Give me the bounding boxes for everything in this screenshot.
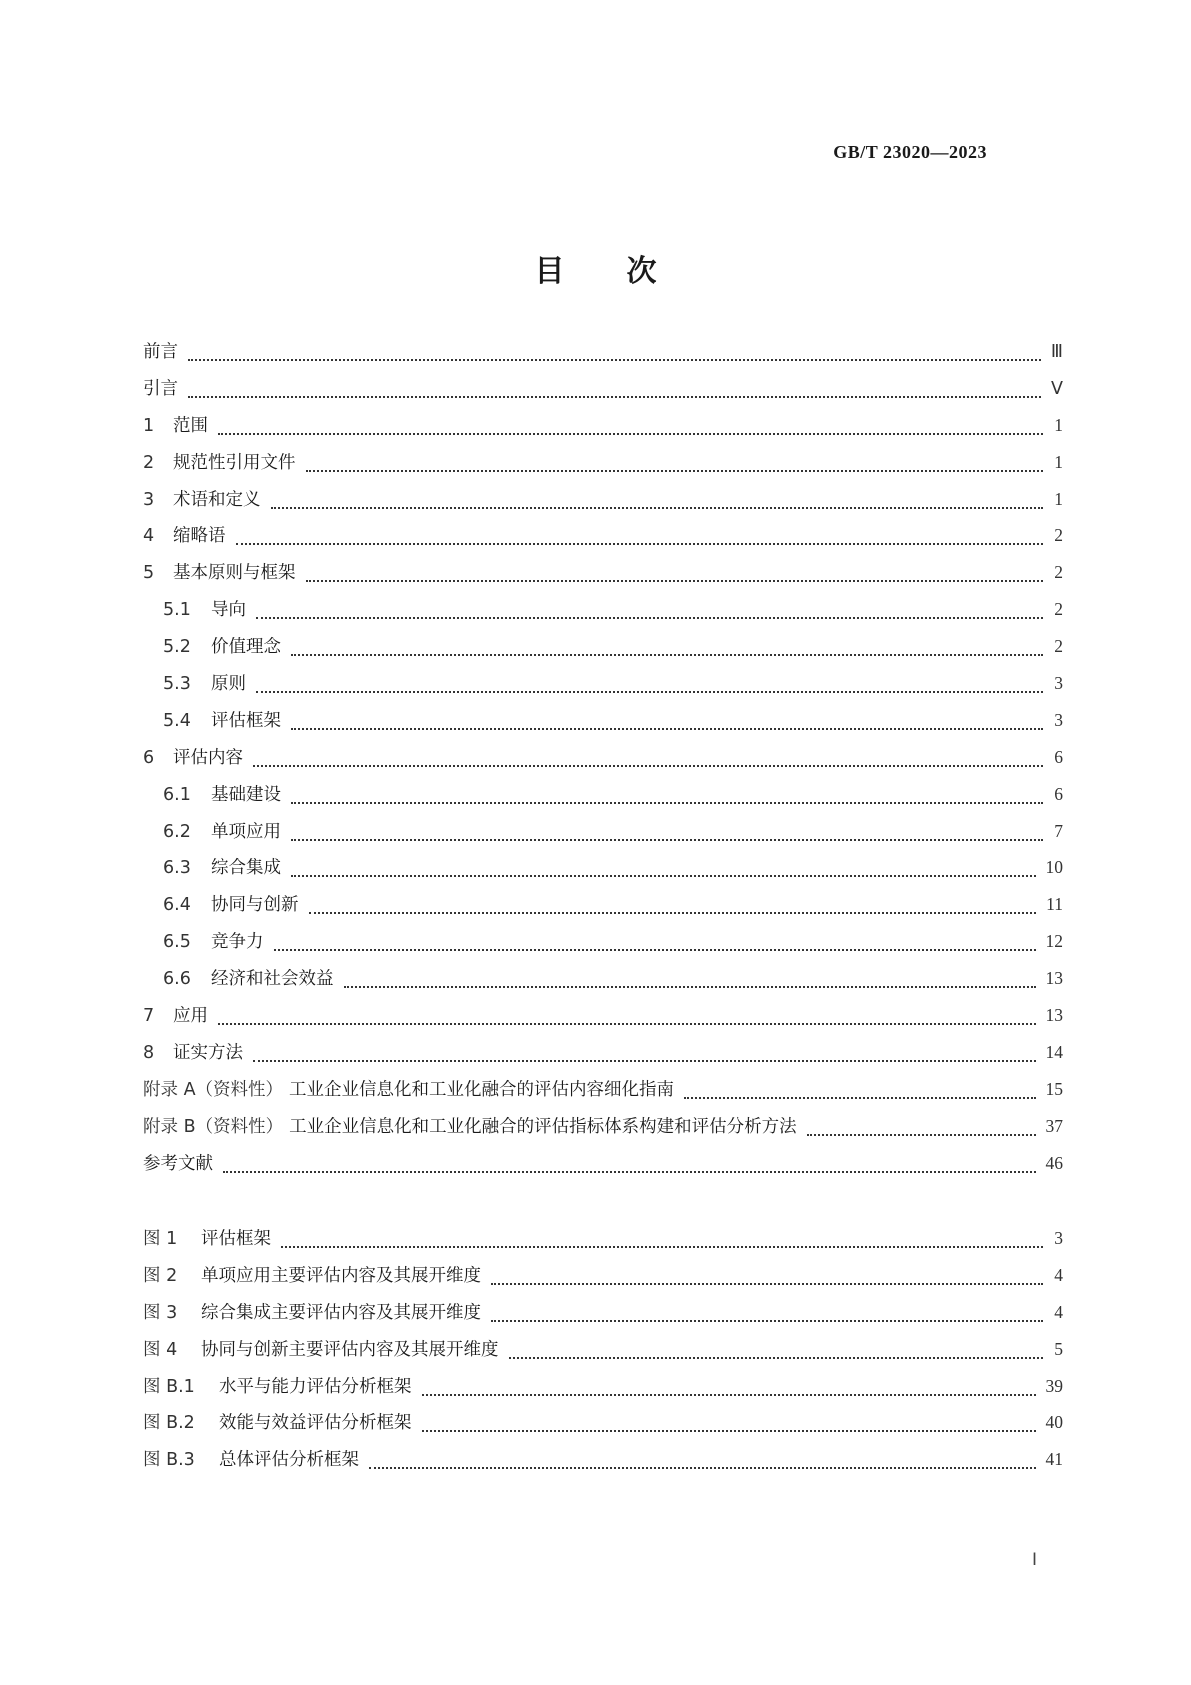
- toc-entry-page: 1: [1054, 451, 1063, 472]
- toc-entry[interactable]: [143, 338, 1063, 375]
- toc-entry[interactable]: [143, 1039, 1063, 1076]
- toc-entry-number: 8: [143, 1042, 155, 1063]
- toc-entry[interactable]: [143, 891, 1063, 928]
- title-char-1: 目: [534, 254, 565, 289]
- toc-entry-page: 1: [1054, 488, 1063, 509]
- figure-entry-label: 总体评估分析框架: [219, 1450, 359, 1471]
- toc-entry-page: 46: [1045, 1152, 1063, 1173]
- figure-entry-label: 综合集成主要评估内容及其展开维度: [201, 1302, 481, 1323]
- dot-leader: [807, 1133, 1036, 1136]
- toc-entry-label: 参考文献: [143, 1153, 213, 1174]
- toc-entry-page: 12: [1045, 931, 1063, 952]
- toc-entry-label: 基础建设: [211, 784, 281, 805]
- toc-entry-number: 4: [143, 526, 155, 547]
- toc-entry-label: 前言: [143, 342, 178, 362]
- dot-leader: [491, 1319, 1043, 1322]
- toc-entry[interactable]: [143, 1150, 1063, 1187]
- toc-entry-number: 6.5: [163, 932, 191, 953]
- toc-entry[interactable]: [143, 596, 1063, 633]
- toc-entry[interactable]: [143, 707, 1063, 744]
- toc-entry-page: 14: [1045, 1041, 1063, 1062]
- toc-entry-label: 协同与创新: [211, 895, 299, 916]
- toc-entry[interactable]: [143, 781, 1063, 818]
- toc-entry-page: Ⅴ: [1051, 377, 1063, 398]
- dot-leader: [236, 542, 1044, 545]
- toc-entry[interactable]: [143, 1113, 1063, 1150]
- toc-entry-page: 13: [1045, 968, 1063, 989]
- dot-leader: [291, 801, 1043, 804]
- title-char-2: 次: [626, 254, 657, 289]
- dot-leader: [291, 838, 1043, 841]
- toc-entry-number: 5.1: [163, 600, 191, 621]
- figure-entry-number: 图 4: [143, 1339, 178, 1360]
- dot-leader: [369, 1466, 1036, 1469]
- dot-leader: [256, 690, 1043, 693]
- toc-entry-number: 6.1: [163, 784, 191, 805]
- figure-entry-number: 图 2: [143, 1265, 178, 1286]
- toc-entry-page: Ⅲ: [1050, 341, 1063, 361]
- toc-entry-label: 导向: [211, 600, 246, 621]
- toc-entry[interactable]: [143, 486, 1063, 523]
- dot-leader: [306, 469, 1044, 472]
- toc-entry-page: 6: [1054, 783, 1063, 804]
- figure-entry-number: 图 1: [143, 1229, 178, 1249]
- toc-entry-number: 附录 B（资料性）: [143, 1116, 284, 1137]
- toc-entry-number: 5.2: [163, 637, 191, 658]
- dot-leader: [271, 506, 1044, 509]
- toc-entry-number: 5: [143, 563, 155, 584]
- toc-entry[interactable]: [143, 633, 1063, 670]
- toc-entry-label: 综合集成: [211, 858, 281, 879]
- toc-entry-page: 2: [1054, 525, 1063, 546]
- toc-entry-page: 7: [1054, 820, 1063, 841]
- toc-entry-label: 评估框架: [211, 710, 281, 731]
- figure-list: [143, 1225, 1063, 1483]
- dot-leader: [422, 1429, 1036, 1432]
- dot-leader: [253, 764, 1043, 767]
- figure-entry[interactable]: [143, 1299, 1063, 1336]
- toc-entry-label: 价值理念: [211, 637, 281, 658]
- toc-entry-number: 6.4: [163, 895, 191, 916]
- dot-leader: [422, 1393, 1036, 1396]
- dot-leader: [256, 616, 1043, 619]
- toc-entry-number: 5.4: [163, 710, 191, 731]
- toc-entry-label: 规范性引用文件: [173, 452, 296, 473]
- dot-leader: [253, 1059, 1036, 1062]
- toc-entry-number: 6.2: [163, 821, 191, 842]
- toc-entry-page: 3: [1054, 673, 1063, 694]
- figure-entry-label: 效能与效益评估分析框架: [219, 1413, 412, 1434]
- figure-entry-page: 5: [1054, 1338, 1063, 1359]
- toc-entry[interactable]: [143, 928, 1063, 965]
- figure-entry-number: 图 B.3: [143, 1450, 195, 1471]
- toc-entry-label: 工业企业信息化和工业化融合的评估指标体系构建和评估分析方法: [289, 1116, 797, 1137]
- toc-entry-label: 单项应用: [211, 821, 281, 842]
- figure-entry[interactable]: [143, 1409, 1063, 1446]
- toc-entry-label: 评估内容: [173, 747, 243, 768]
- toc-entry-label: 术语和定义: [173, 489, 261, 510]
- toc-entry-page: 2: [1054, 636, 1063, 657]
- toc-entry-page: 3: [1054, 709, 1063, 730]
- dot-leader: [188, 358, 1041, 361]
- figure-entry-number: 图 B.1: [143, 1376, 195, 1397]
- toc-entry-label: 缩略语: [173, 526, 226, 547]
- figure-entry-page: 4: [1054, 1264, 1063, 1285]
- dot-leader: [684, 1096, 1035, 1099]
- toc-entry-label: 工业企业信息化和工业化融合的评估内容细化指南: [289, 1079, 675, 1100]
- toc-entry-page: 13: [1045, 1005, 1063, 1026]
- toc-entry-number: 5.3: [163, 674, 191, 695]
- figure-entry-label: 单项应用主要评估内容及其展开维度: [201, 1265, 481, 1286]
- toc-entry[interactable]: [143, 522, 1063, 559]
- dot-leader: [344, 985, 1036, 988]
- table-of-contents: [143, 338, 1063, 1186]
- dot-leader: [291, 874, 1036, 877]
- toc-entry-label: 原则: [211, 674, 246, 695]
- dot-leader: [491, 1282, 1043, 1285]
- dot-leader: [509, 1356, 1044, 1359]
- figure-entry-page: 40: [1045, 1412, 1063, 1433]
- toc-entry[interactable]: [143, 965, 1063, 1002]
- page-number: Ⅰ: [1032, 1550, 1038, 1569]
- figure-entry-page: 41: [1045, 1449, 1063, 1470]
- figure-entry-page: 4: [1054, 1301, 1063, 1322]
- dot-leader: [188, 395, 1041, 398]
- toc-entry-page: 2: [1054, 562, 1063, 583]
- dot-leader: [274, 948, 1036, 951]
- toc-entry-number: 6.3: [163, 858, 191, 879]
- toc-entry-number: 1: [143, 415, 155, 436]
- toc-entry-number: 6: [143, 747, 155, 768]
- toc-entry-label: 范围: [173, 415, 208, 436]
- toc-entry-label: 应用: [173, 1006, 208, 1027]
- figure-entry-number: 图 B.2: [143, 1413, 195, 1434]
- toc-entry[interactable]: [143, 744, 1063, 781]
- toc-entry[interactable]: [143, 412, 1063, 449]
- toc-entry-page: 15: [1045, 1078, 1063, 1099]
- toc-entry-label: 经济和社会效益: [211, 969, 334, 990]
- toc-entry-page: 2: [1054, 599, 1063, 620]
- toc-entry[interactable]: [143, 375, 1063, 412]
- dot-leader: [306, 579, 1044, 582]
- toc-entry[interactable]: [143, 1076, 1063, 1113]
- dot-leader: [309, 911, 1037, 914]
- figure-entry[interactable]: [143, 1336, 1063, 1373]
- toc-entry-label: 基本原则与框架: [173, 563, 296, 584]
- toc-entry[interactable]: [143, 854, 1063, 891]
- toc-entry-page: 1: [1054, 414, 1063, 435]
- toc-entry-label: 竞争力: [211, 932, 264, 953]
- figure-entry-label: 协同与创新主要评估内容及其展开维度: [201, 1339, 499, 1360]
- figure-entry-page: 39: [1045, 1375, 1063, 1396]
- toc-entry-page: 10: [1045, 857, 1063, 878]
- figure-entry[interactable]: [143, 1262, 1063, 1299]
- toc-entry-number: 3: [143, 489, 155, 510]
- figure-entry[interactable]: [143, 1225, 1063, 1262]
- figure-entry[interactable]: [143, 1446, 1063, 1483]
- dot-leader: [291, 653, 1043, 656]
- toc-entry[interactable]: [143, 449, 1063, 486]
- toc-entry-page: 11: [1046, 894, 1063, 915]
- toc-entry-number: 2: [143, 452, 155, 473]
- dot-leader: [218, 432, 1043, 435]
- figure-entry-page: 3: [1054, 1228, 1063, 1248]
- dot-leader: [291, 727, 1043, 730]
- figure-entry-label: 水平与能力评估分析框架: [219, 1376, 412, 1397]
- figure-entry-number: 图 3: [143, 1302, 178, 1323]
- dot-leader: [218, 1022, 1036, 1025]
- toc-entry-number: 附录 A（资料性）: [143, 1079, 284, 1100]
- dot-leader: [223, 1170, 1036, 1173]
- standard-code: GB/T 23020—2023: [833, 142, 987, 162]
- dot-leader: [281, 1245, 1043, 1248]
- toc-entry-label: 证实方法: [173, 1042, 243, 1063]
- toc-entry-label: 引言: [143, 378, 178, 399]
- page-title: [0, 246, 1191, 290]
- toc-entry[interactable]: [143, 1002, 1063, 1039]
- figure-entry[interactable]: [143, 1373, 1063, 1410]
- figure-entry-label: 评估框架: [201, 1229, 271, 1249]
- toc-entry-number: 7: [143, 1006, 155, 1027]
- toc-entry[interactable]: [143, 818, 1063, 855]
- toc-entry-page: 37: [1045, 1115, 1063, 1136]
- toc-entry[interactable]: [143, 670, 1063, 707]
- toc-entry[interactable]: [143, 559, 1063, 596]
- toc-entry-number: 6.6: [163, 969, 191, 990]
- toc-entry-page: 6: [1054, 746, 1063, 767]
